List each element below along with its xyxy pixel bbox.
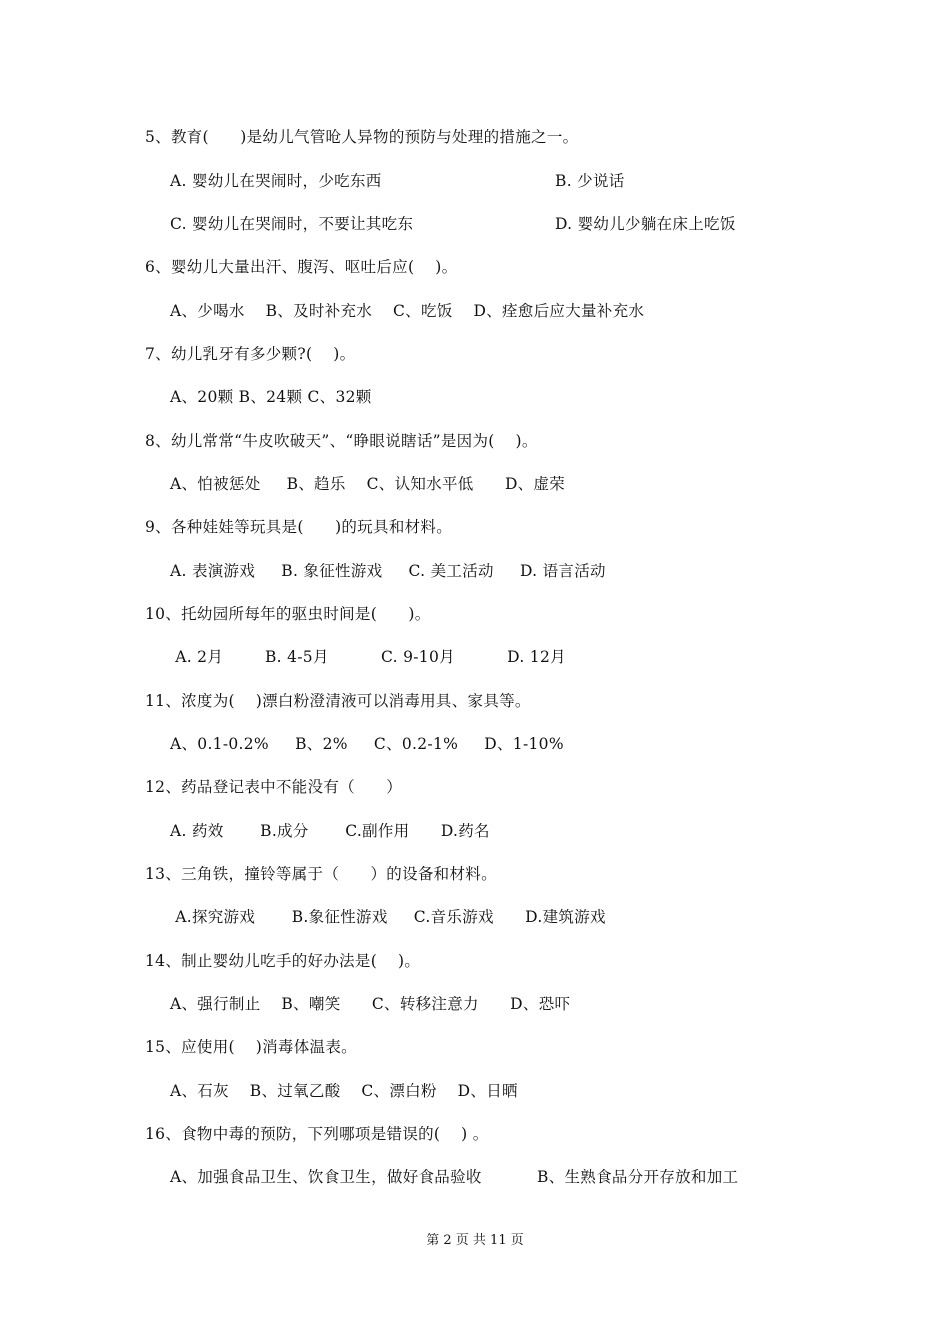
question-14: 14、制止婴幼儿吃手的好办法是( )。	[145, 952, 421, 970]
q12-options: A. 药效 B.成分 C.副作用 D.药名	[170, 822, 490, 840]
question-5: 5、教育( )是幼儿气管呛人异物的预防与处理的措施之一。	[145, 128, 579, 146]
q13-options: A.探究游戏 B.象征性游戏 C.音乐游戏 D.建筑游戏	[170, 908, 606, 926]
q16-option-b: B、生熟食品分开存放和加工	[537, 1168, 739, 1186]
question-16: 16、食物中毒的预防，下列哪项是错误的( ) 。	[145, 1125, 489, 1143]
question-15: 15、应使用( )消毒体温表。	[145, 1038, 357, 1056]
q6-options: A、少喝水 B、及时补充水 C、吃饭 D、痊愈后应大量补充水	[170, 302, 645, 320]
q16-option-a: A、加强食品卫生、饮食卫生，做好食品验收	[170, 1168, 482, 1186]
question-6: 6、婴幼儿大量出汗、腹泻、呕吐后应( )。	[145, 258, 458, 276]
question-7: 7、幼儿乳牙有多少颗?( )。	[145, 345, 356, 363]
q5-option-a: A. 婴幼儿在哭闹时，少吃东西	[170, 172, 382, 190]
q9-options: A. 表演游戏 B. 象征性游戏 C. 美工活动 D. 语言活动	[170, 562, 606, 580]
q5-option-d: D. 婴幼儿少躺在床上吃饭	[555, 215, 736, 233]
question-11: 11、浓度为( )漂白粉澄清液可以消毒用具、家具等。	[145, 692, 531, 710]
q5-option-c: C. 婴幼儿在哭闹时，不要让其吃东	[170, 215, 414, 233]
q14-options: A、强行制止 B、嘲笑 C、转移注意力 D、恐吓	[170, 995, 571, 1013]
question-13: 13、三角铁，撞铃等属于（ ）的设备和材料。	[145, 865, 497, 883]
q10-options: A. 2月 B. 4-5月 C. 9-10月 D. 12月	[170, 648, 566, 666]
q5-option-b: B. 少说话	[555, 172, 625, 190]
question-9: 9、各种娃娃等玩具是( )的玩具和材料。	[145, 518, 453, 536]
question-10: 10、托幼园所每年的驱虫时间是( )。	[145, 605, 431, 623]
q8-options: A、怕被惩处 B、趋乐 C、认知水平低 D、虚荣	[170, 475, 566, 493]
page-footer: 第 2 页 共 11 页	[426, 1233, 524, 1248]
question-12: 12、药品登记表中不能没有（ ）	[145, 778, 403, 796]
q15-options: A、石灰 B、过氧乙酸 C、漂白粉 D、日晒	[170, 1082, 518, 1100]
q11-options: A、0.1-0.2% B、2% C、0.2-1% D、1-10%	[170, 735, 564, 753]
q7-options: A、20颗 B、24颗 C、32颗	[170, 388, 372, 406]
question-8: 8、幼儿常常“牛皮吹破天”、“睁眼说瞎话”是因为( )。	[145, 432, 538, 450]
